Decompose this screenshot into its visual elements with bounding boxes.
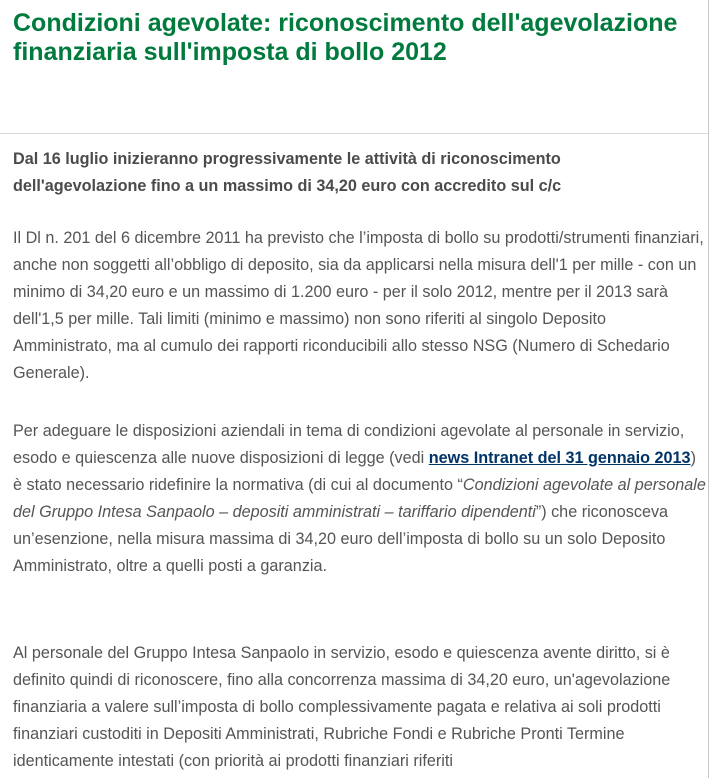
article-paragraph-2 [13,418,707,580]
article-title: Condizioni agevolate: riconoscimento dell'agevolazione finanziaria sull'imposta di bollo 2012 [13,9,678,66]
article-lead: Dal 16 luglio inizieranno progressivamente le attività di riconoscimento dell'agevolazione fino a un massimo di 34,20 euro con accredito sul c/c [13,150,562,195]
paragraph-2-end: ”) che riconosceva un’esenzione, nella misura massima di 34,20 euro dell’imposta di bollo su un solo Deposito Amministrato, oltre a quelli posti a garanzia. [13,503,669,575]
paragraph-2-intro: Per adeguare le disposizioni aziendali in tema di condizioni agevolate al personale in servizio, esodo e quiescenza alle nuove disposizioni di legge (vedi [13,422,685,467]
title-divider [0,133,709,134]
article-paragraph-3: Al personale del Gruppo Intesa Sanpaolo in servizio, esodo e quiescenza avente diritto, si è definito quindi di riconoscere, fino alla concorrenza massima di 34,20 euro, un'agevolazione finanziaria a valere sull’imposta di bollo complessivamente pagata e relativa ai soli prodotti finanziari custoditi in Depositi Amministrati, Rubriche Fondi e Rubriche Pronti Termine identicamente intestati (con priorità ai prodotti finanziari riferiti [13,644,671,770]
paragraph-2-middle: ) è stato necessario ridefinire la normativa (di cui al documento “ [13,449,696,494]
intranet-news-link[interactable]: news Intranet del 31 gennaio 2013 [428,449,691,467]
document-title-reference: Condizioni agevolate al personale del Gruppo Intesa Sanpaolo – depositi amministrati – tariffario dipendenti [13,476,706,521]
article-paragraph-1: Il Dl n. 201 del 6 dicembre 2011 ha previsto che l’imposta di bollo su prodotti/strumenti finanziari, anche non soggetti all’obbligo di deposito, sia da applicarsi nella misura dell'1 per mille - con un minimo di 34,20 euro e un massimo di 1.200 euro - per il solo 2012, mentre per il 2013 sarà dell'1,5 per mille. Tali limiti (minimo e massimo) non sono riferiti al singolo Deposito Amministrato, ma al cumulo dei rapporti riconducibili allo stesso NSG (Numero di Schedario Generale). [13,229,704,382]
